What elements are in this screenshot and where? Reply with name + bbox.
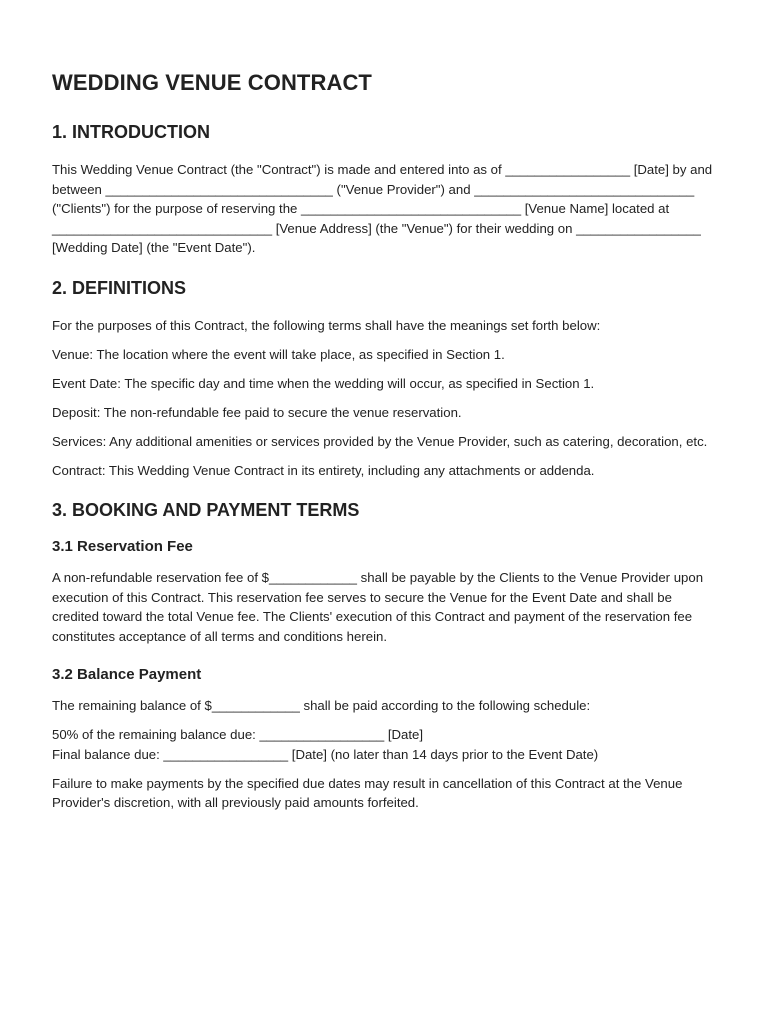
subsection-heading: 3.2 Balance Payment [52, 666, 202, 683]
schedule-item: 50% of the remaining balance due: _________________ [Date] [52, 727, 424, 742]
section-heading: 1. INTRODUCTION [52, 122, 211, 142]
document-title: WEDDING VENUE CONTRACT [52, 70, 372, 95]
definition-event-date: Event Date: The specific day and time when the wedding will occur, as specified in Section 1. [52, 375, 595, 391]
intro-paragraph: This Wedding Venue Contract (the "Contract") is made and entered into as of _________________ [Date] by and between _______________________________ ("Venue Provider") and ______________________________ ("Clients") for the purpose of reserving the ______________________________ [Venue Name] located at ______________________________ [Venue Address] (the "Venue") for their wedding on _________________ [Wedding Date] (the "Event Date"). [52, 162, 713, 255]
section-heading: 3. BOOKING AND PAYMENT TERMS [52, 500, 360, 520]
reservation-fee-paragraph: A non-refundable reservation fee of $____________ shall be payable by the Clients to the Venue Provider upon execution of this Contract. This reservation fee serves to secure the Venue for the Event Date and shall be credited toward the total Venue fee. The Clients' execution of this Contract and payment of the reservation fee constitutes acceptance of all terms and conditions herein. [52, 570, 704, 644]
balance-paragraph: The remaining balance of $____________ shall be paid according to the following schedule: [52, 698, 591, 713]
section-definitions [52, 278, 722, 481]
subsection-balance-payment [52, 666, 722, 813]
definition-deposit: Deposit: The non-refundable fee paid to secure the venue reservation. [52, 404, 462, 420]
section-booking-payment [52, 500, 722, 813]
payment-schedule [52, 725, 722, 764]
section-introduction [52, 122, 722, 258]
failure-paragraph: Failure to make payments by the specified due dates may result in cancellation of this Contract at the Venue Provider's discretion, with all previously paid amounts forfeited. [52, 775, 683, 810]
definition-contract: Contract: This Wedding Venue Contract in its entirety, including any attachments or addenda. [52, 462, 595, 478]
definitions-intro: For the purposes of this Contract, the following terms shall have the meanings set forth below: [52, 317, 601, 333]
contract-document [52, 70, 722, 833]
subsection-heading: 3.1 Reservation Fee [52, 538, 193, 555]
subsection-reservation-fee [52, 538, 722, 646]
schedule-item: Final balance due: _________________ [Date] (no later than 14 days prior to the Event Date) [52, 746, 599, 762]
section-heading: 2. DEFINITIONS [52, 277, 187, 298]
definition-venue: Venue: The location where the event will take place, as specified in Section 1. [52, 346, 505, 362]
definition-services: Services: Any additional amenities or services provided by the Venue Provider, such as catering, decoration, etc. [52, 433, 708, 449]
